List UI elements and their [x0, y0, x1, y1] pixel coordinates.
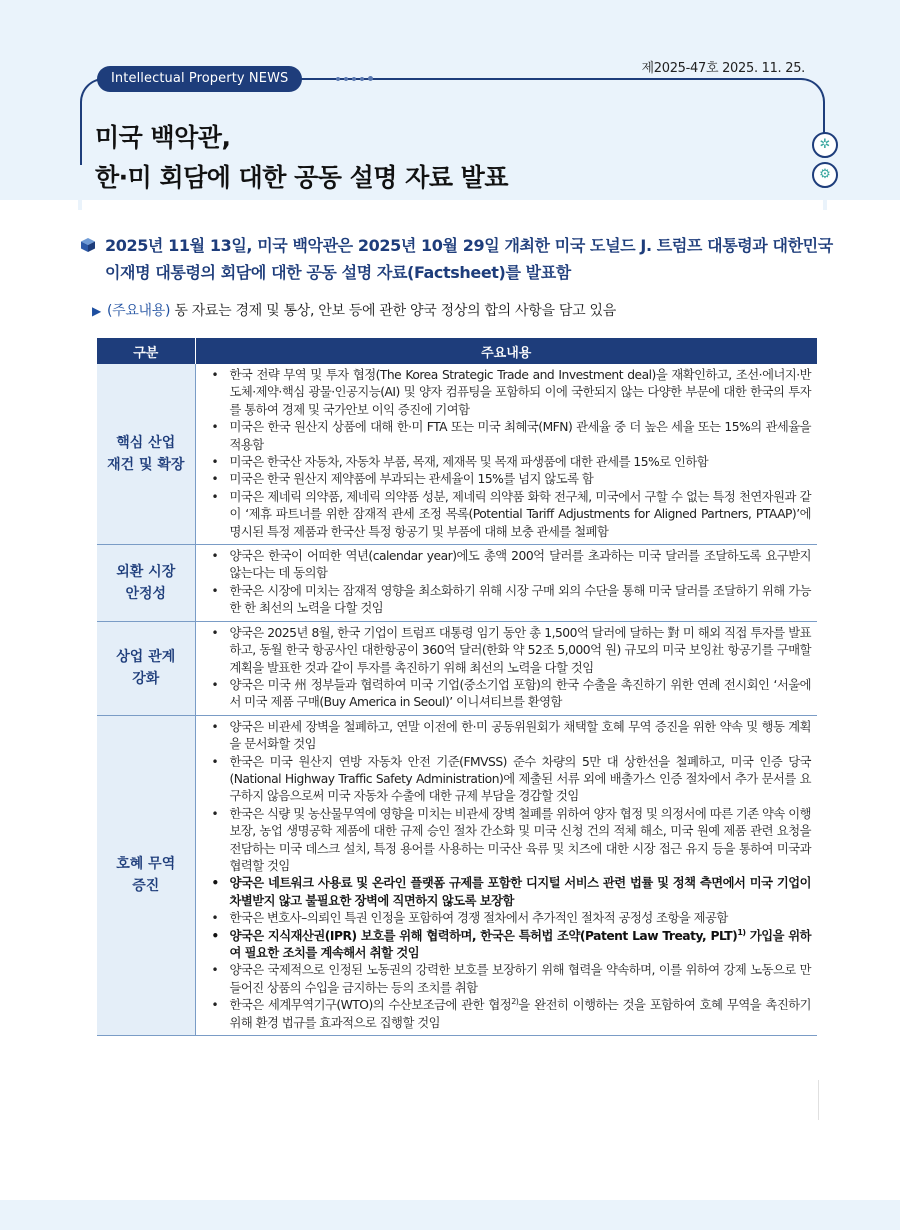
category-line: 핵심 산업 — [116, 435, 176, 452]
list-item — [206, 806, 812, 876]
lead-text: 2025년 11월 13일, 미국 백악관은 2025년 10월 29일 개최한 미국 도널드 J. 트럼프 대통령과 대한민국 이재명 대통령의 회담에 대한 공동 설명 자료(Factsheet)를 발표함 — [105, 236, 833, 282]
row-content — [195, 715, 817, 1035]
item-text: 미국은 한국산 자동차, 자동차 부품, 목재, 제재목 및 목재 파생품에 대한 관세를 15%로 인하함 — [229, 455, 709, 470]
category-line: 호혜 무역 — [116, 856, 176, 873]
category-line: 상업 관계 — [116, 649, 176, 666]
item-text: 한국은 변호사–의뢰인 특권 인정을 포함하여 경쟁 절차에서 추가적인 절차적 공정성 조항을 제공함 — [229, 911, 728, 926]
issue-info: 제2025-47호 2025. 11. 25. — [641, 61, 805, 76]
bullet-list — [206, 367, 812, 541]
item-text: 미국은 한국 원산지 제약품에 부과되는 관세율이 15%를 넘지 않도록 함 — [229, 472, 594, 487]
category-line: 재건 및 확장 — [107, 457, 185, 474]
item-text: 한국 전략 무역 및 투자 협정(The Korea Strategic Trade and Investment deal)을 재확인하고, 조선·에너지·반도체·제약·핵심 광물·인공지능(AI) 및 양자 컴퓨팅을 포함하되 이에 국한되지 않는 다양한 부문에 대한 한국의 투자를 통하여 경제 및 국가안보 이익 증진에 기여함 — [229, 368, 811, 417]
item-text: 양국은 미국 州 정부들과 협력하여 미국 기업(중소기업 포함)의 한국 수출을 촉진하기 위한 연례 전시회인 ‘서울에서 미국 제품 구매(Buy America in Seoul)’ 이니셔티브를 환영함 — [229, 677, 811, 710]
item-text: 한국은 세계무역기구(WTO)의 수산보조금에 관한 협정 — [229, 998, 512, 1013]
bullet-list — [206, 548, 812, 618]
item-text: 양국은 한국이 어떠한 역년(calendar year)에도 총액 200억 달러를 초과하는 미국 달러를 조달하도록 요구받지 않는다는 데 동의함 — [229, 549, 811, 581]
footnote-marker: 1) — [737, 927, 746, 937]
row-category — [97, 364, 195, 545]
footer-band — [0, 1200, 900, 1230]
bullet-list — [206, 719, 812, 1032]
category-line: 강화 — [132, 671, 160, 688]
item-text-continued: 가입을 위하여 필요한 조치를 계속해서 취할 것임 — [229, 928, 811, 960]
list-item — [206, 583, 812, 618]
decorative-dots — [306, 75, 376, 83]
title-line-2: 한·미 회담에 대한 공동 설명 자료 발표 — [95, 163, 508, 192]
row-category — [97, 621, 195, 715]
footnote-marker: 2) — [511, 997, 519, 1007]
title-accent-line — [80, 120, 82, 165]
title-line-1: 미국 백악관, — [95, 123, 231, 152]
item-text: 양국은 2025년 8월, 한국 기업이 트럼프 대통령 임기 동안 총 1,500억 달러에 달하는 對 미 해외 직접 투자를 발표하고, 동월 한국 항공사인 대한항공이 360억 달러(한화 약 52조 5,000억 원) 규모의 미국 보잉社 항공기를 구매할 계획을 발표한 것과 같이 투자를 촉진하기 위해 최선의 노력을 다할 것임 — [229, 625, 811, 675]
summary-text: 동 자료는 경제 및 통상, 안보 등에 관한 양국 정상의 합의 사항을 담고 있음 — [170, 303, 616, 319]
triangle-bullet-icon: ▶ — [92, 304, 101, 318]
lead-paragraph — [85, 232, 845, 286]
item-text: 미국은 제네릭 의약품, 제네릭 의약품 성분, 제네릭 의약품 화학 전구체, 미국에서 구할 수 없는 특정 천연자원과 같이 ‘제휴 파트너를 위한 잠재적 관세 조정 목록(Potential Tariff Adjustments for Aligned Partners, PTAAP)’에 명시된 특정 제품과 한국산 특정 항공기 및 부품에 대해 보충 관세를 철폐함 — [229, 489, 811, 539]
table-header-row — [97, 338, 817, 364]
category-line: 외환 시장 — [116, 563, 176, 580]
category-line: 증진 — [132, 878, 160, 895]
header-content: 주요내용 — [195, 338, 817, 364]
list-item — [206, 719, 812, 754]
item-text: 양국은 네트워크 사용료 및 온라인 플랫폼 규제를 포함한 디지털 서비스 관련 법률 및 정책 측면에서 미국 기업이 차별받지 않고 불필요한 장벽에 직면하지 않도록 보장함 — [229, 876, 811, 908]
list-item — [206, 367, 812, 419]
item-text: 양국은 비관세 장벽을 철폐하고, 연말 이전에 한·미 공동위원회가 채택할 호혜 무역 증진을 위한 약속 및 행동 계획을 문서화할 것임 — [229, 719, 811, 752]
item-text: 한국은 미국 원산지 연방 자동차 안전 기준(FMVSS) 준수 차량의 5만 대 상한선을 철폐하고, 미국 인증 당국(National Highway Traffic Safety Administration)에 제출된 서류 외에 배출가스 인증 절차에서 추가 문서를 요구하지 않음으로써 미국 자동차 수출에 대한 규제 부담을 경감할 것임 — [229, 754, 811, 804]
row-content — [195, 364, 817, 545]
row-content — [195, 621, 817, 715]
list-item — [206, 419, 812, 454]
table-row — [97, 545, 817, 622]
category-line: 안정성 — [125, 585, 167, 602]
item-text: 한국은 식량 및 농산물무역에 영향을 미치는 비관세 장벽 철폐를 위하여 양자 협정 및 의정서에 따른 기존 약속 이행 보장, 농업 생명공학 제품에 대한 규제 승인 절차 간소화 및 미국 신청 건의 적체 해소, 미국 원예 제품 관련 요청을 전담하는 미국 데스크 설치, 특정 용어를 사용하는 미국산 육류 및 치즈에 대한 시장 접근 유지 등을 통하여 미국과 협력할 것임 — [229, 806, 811, 873]
item-text: 미국은 한국 원산지 상품에 대해 한·미 FTA 또는 미국 최혜국(MFN) 관세율 중 더 높은 세율 또는 15%의 관세율을 적용함 — [229, 420, 811, 452]
page-title — [95, 118, 508, 198]
summary-table — [97, 338, 817, 1036]
list-item — [206, 454, 812, 471]
summary-line — [92, 300, 616, 322]
item-text: 양국은 국제적으로 인정된 노동권의 강력한 보호를 보장하기 위해 협력을 약속하며, 이를 위하여 강제 노동으로 만들어진 상품의 수입을 금지하는 등의 조치를 취함 — [229, 963, 811, 995]
list-item — [206, 471, 812, 488]
list-item — [206, 997, 812, 1032]
table-row — [97, 715, 817, 1035]
patent-icon: ✲ — [812, 132, 838, 158]
list-item — [206, 910, 812, 927]
row-category — [97, 715, 195, 1035]
list-item — [206, 489, 812, 541]
item-text: 양국은 지식재산권(IPR) 보호를 위해 협력하며, 한국은 특허법 조약(Patent Law Treaty, PLT) — [229, 928, 738, 943]
item-text: 한국은 시장에 미치는 잠재적 영향을 최소화하기 위해 시장 구매 외의 수단을 통해 미국 달러를 조달하기 위해 가능한 한 최선의 노력을 다할 것임 — [229, 583, 811, 616]
item-text-continued: 을 완전히 이행하는 것을 포함하여 호혜 무역을 촉진하기 위해 환경 법규를 효과적으로 집행할 것임 — [229, 998, 812, 1030]
table-row — [97, 621, 817, 715]
list-item — [206, 625, 812, 677]
list-item — [206, 548, 812, 583]
row-content — [195, 545, 817, 622]
table-body — [97, 364, 817, 1036]
list-item — [206, 928, 812, 963]
list-item — [206, 875, 812, 910]
list-item — [206, 677, 812, 712]
newsletter-name-badge: Intellectual Property NEWS — [97, 66, 302, 92]
summary-label: (주요내용) — [106, 303, 171, 319]
table-row — [97, 364, 817, 545]
network-icon: ⚙ — [812, 162, 838, 188]
header-category: 구분 — [97, 338, 195, 364]
row-category — [97, 545, 195, 622]
list-item — [206, 754, 812, 806]
bullet-list — [206, 625, 812, 712]
list-item — [206, 962, 812, 997]
